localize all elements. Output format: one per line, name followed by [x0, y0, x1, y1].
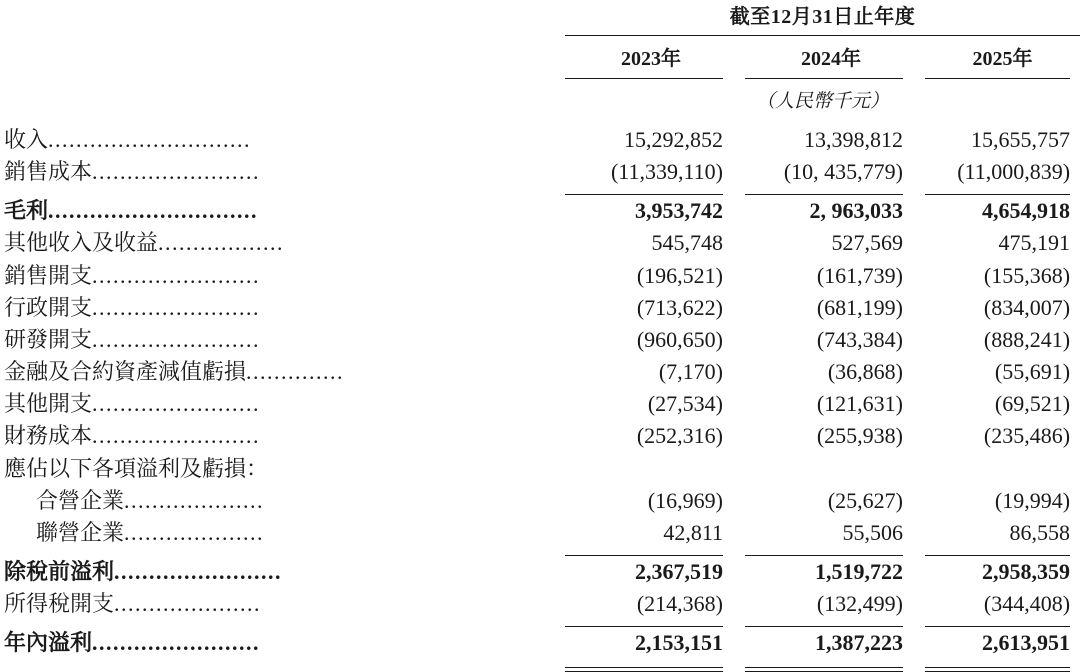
row-value-year-1: (252,316) [636, 423, 723, 449]
row-value-year-3: (55,691) [994, 359, 1071, 385]
value-gap-1 [737, 485, 745, 517]
leader-dots: .............................. [48, 198, 259, 224]
value-gap-2 [917, 517, 925, 549]
row-value-year-1: (27,534) [647, 391, 723, 417]
year-gap-1 [737, 36, 745, 78]
table-row [0, 453, 1080, 485]
row-label [0, 420, 565, 452]
row-value-year-3: (834,007) [983, 294, 1071, 320]
row-label [0, 356, 565, 388]
header-years-row [0, 36, 1080, 78]
header-body-spacer [0, 115, 1080, 124]
value-gap-1 [737, 195, 745, 227]
value-gap-1 [737, 420, 745, 452]
row-label-text: 年內溢利 [4, 630, 93, 656]
row-value-year-2: (681,199) [816, 294, 903, 320]
subtotal-rule-col-1 [565, 620, 737, 627]
row-label [0, 588, 565, 620]
row-value-year-2: (132,499) [816, 591, 903, 617]
row-label-text: 合營企業 [36, 487, 125, 513]
row-label [0, 156, 565, 188]
row-value-year-2: (743,384) [816, 326, 903, 352]
row-value-year-1: (196,521) [636, 262, 723, 288]
rule-gap-1 [737, 620, 745, 627]
row-value-year-1: 42,811 [663, 519, 723, 545]
value-gap-2 [917, 627, 925, 659]
value-gap-1 [737, 156, 745, 188]
subtotal-rule-col-1 [565, 188, 737, 195]
value-gap-1 [737, 324, 745, 356]
row-value-year-2: 1,519,722 [815, 559, 903, 585]
value-gap-2 [917, 420, 925, 452]
row-value-year-2: (36,868) [827, 359, 903, 385]
table-row [0, 227, 1080, 259]
row-label-text: 銷售成本 [4, 159, 93, 185]
row-label [0, 324, 565, 356]
row-label [0, 195, 565, 227]
value-gap-2 [917, 588, 925, 620]
value-gap-1 [737, 260, 745, 292]
row-value-year-2: 55,506 [842, 519, 903, 545]
row-label-text: 財務成本 [4, 423, 93, 449]
currency-note: （人民幣千元） [756, 91, 890, 112]
row-value-year-1 [565, 453, 737, 485]
row-value-year-1: (16,969) [647, 487, 723, 513]
row-value-year-2: (255,938) [816, 423, 903, 449]
leader-dots: ........................ [92, 159, 261, 185]
value-gap-2 [917, 388, 925, 420]
value-gap-2 [917, 556, 925, 588]
value-gap-2 [917, 453, 925, 485]
row-value-year-3: (11,000,839) [957, 159, 1071, 185]
row-value-year-3: (888,241) [983, 326, 1071, 352]
row-label [0, 485, 565, 517]
table-row [0, 517, 1080, 549]
value-gap-1 [737, 453, 745, 485]
subtotal-rule-col-2 [745, 188, 917, 195]
column-header-year-1: 2023年 [621, 48, 681, 70]
value-gap-2 [917, 124, 925, 156]
row-label-text: 研發開支 [4, 326, 93, 352]
dbl-rule-blank [0, 660, 565, 672]
value-gap-1 [737, 356, 745, 388]
subtotal-rule-col-3 [925, 620, 1080, 627]
table-row [0, 156, 1080, 188]
value-gap-2 [917, 324, 925, 356]
row-label-text: 聯營企業 [36, 519, 125, 545]
subtotal-rule-row [0, 549, 1080, 556]
row-label-text: 銷售開支 [4, 262, 93, 288]
table-row [0, 124, 1080, 156]
column-header-year-3: 2025年 [972, 48, 1033, 70]
row-value-year-2: (161,739) [816, 262, 903, 288]
row-value-year-1: (11,339,110) [610, 159, 723, 185]
subtotal-rule-col-3 [925, 188, 1080, 195]
table-row [0, 556, 1080, 588]
row-value-year-2: 527,569 [831, 230, 903, 256]
value-gap-1 [737, 517, 745, 549]
value-gap-2 [917, 195, 925, 227]
statement-body [0, 124, 1080, 672]
table-row [0, 260, 1080, 292]
row-value-year-1: (960,650) [636, 326, 723, 352]
row-value-year-3: 86,558 [1009, 519, 1071, 545]
row-value-year-1: (713,622) [636, 294, 723, 320]
total-double-rule-col-3 [925, 660, 1080, 672]
row-label [0, 627, 565, 659]
row-label [0, 517, 565, 549]
total-double-rule-col-2 [745, 660, 917, 672]
value-gap-1 [737, 227, 745, 259]
row-label-text: 其他開支 [4, 391, 93, 417]
value-gap-1 [737, 556, 745, 588]
leader-dots: .................. [158, 230, 285, 256]
leader-dots: .................... [124, 487, 265, 513]
subtotal-rule-row [0, 620, 1080, 627]
row-label [0, 292, 565, 324]
value-gap-2 [917, 227, 925, 259]
leader-dots: ........................ [92, 391, 261, 417]
year-gap-2 [917, 36, 925, 78]
value-gap-2 [917, 156, 925, 188]
row-label-text: 所得稅開支 [4, 591, 115, 617]
row-value-year-3: (155,368) [983, 262, 1071, 288]
row-value-year-2: (10, 435,779) [783, 159, 903, 185]
dbl-gap-1 [737, 660, 745, 672]
rule-gap-1 [737, 549, 745, 556]
table-row [0, 292, 1080, 324]
row-value-year-2 [745, 453, 917, 485]
row-value-year-3 [925, 453, 1080, 485]
dbl-gap-2 [917, 660, 925, 672]
row-label-text: 行政開支 [4, 294, 93, 320]
row-label [0, 556, 565, 588]
table-row [0, 485, 1080, 517]
value-gap-2 [917, 292, 925, 324]
rule-blank [0, 549, 565, 556]
row-label [0, 227, 565, 259]
subtotal-rule-col-1 [565, 549, 737, 556]
row-value-year-1: (214,368) [636, 591, 723, 617]
rule-gap-2 [917, 188, 925, 195]
row-value-year-3: (235,486) [983, 423, 1071, 449]
rule-blank [0, 620, 565, 627]
leader-dots: ........................ [92, 294, 261, 320]
row-label-text: 其他收入及收益 [4, 230, 159, 256]
table-row [0, 195, 1080, 227]
period-title: 截至12月31日止年度 [729, 6, 916, 28]
row-value-year-3: (69,521) [994, 391, 1071, 417]
leader-dots: ........................ [92, 423, 261, 449]
rule-gap-2 [917, 549, 925, 556]
currency-blank-cell [0, 79, 565, 115]
years-blank-cell [0, 36, 565, 78]
table-row [0, 627, 1080, 659]
header-period-row [0, 0, 1080, 35]
value-gap-1 [737, 388, 745, 420]
row-value-year-1: 3,953,742 [635, 198, 723, 224]
value-gap-1 [737, 627, 745, 659]
rule-blank [0, 188, 565, 195]
table-row [0, 356, 1080, 388]
total-double-rule-col-1 [565, 660, 737, 672]
row-value-year-3: (19,994) [994, 487, 1071, 513]
row-label-text: 應佔以下各項溢利及虧損： [4, 455, 269, 481]
leader-dots: ........................ [114, 559, 283, 585]
row-value-year-3: 475,191 [998, 230, 1071, 256]
table-row [0, 420, 1080, 452]
row-value-year-2: 2, 963,033 [809, 198, 903, 224]
rule-gap-2 [917, 620, 925, 627]
row-label-text: 收入 [4, 127, 49, 152]
table-row [0, 588, 1080, 620]
row-label-text: 毛利 [4, 198, 49, 224]
row-label [0, 388, 565, 420]
row-value-year-3: 2,958,359 [982, 559, 1071, 585]
row-value-year-2: 1,387,223 [815, 630, 903, 656]
row-label-text: 金融及合約資產減值虧損 [4, 359, 247, 385]
table-row [0, 324, 1080, 356]
row-value-year-3: 4,654,918 [982, 198, 1071, 224]
row-label [0, 453, 565, 485]
leader-dots: ........................ [92, 262, 261, 288]
row-label [0, 124, 565, 156]
value-gap-2 [917, 485, 925, 517]
leader-dots: ........................ [92, 326, 261, 352]
table-row [0, 388, 1080, 420]
header-blank-cell [0, 0, 565, 35]
subtotal-rule-col-3 [925, 549, 1080, 556]
row-value-year-2: (25,627) [827, 487, 903, 513]
row-value-year-1: 2,367,519 [635, 559, 723, 585]
row-value-year-2: 13,398,812 [804, 127, 903, 152]
row-value-year-2: (121,631) [816, 391, 903, 417]
leader-dots: .............. [246, 359, 345, 385]
row-value-year-3: 15,655,757 [971, 127, 1071, 152]
column-header-year-2: 2024年 [801, 48, 861, 70]
subtotal-rule-col-2 [745, 549, 917, 556]
leader-dots: ..................... [114, 591, 262, 617]
leader-dots: ............................. [48, 127, 252, 152]
value-gap-1 [737, 292, 745, 324]
row-value-year-1: 545,748 [651, 230, 723, 256]
subtotal-rule-row [0, 188, 1080, 195]
grand-total-double-rule-row [0, 660, 1080, 672]
row-value-year-1: 15,292,852 [624, 127, 723, 152]
value-gap-2 [917, 260, 925, 292]
rule-gap-1 [737, 188, 745, 195]
row-label [0, 260, 565, 292]
value-gap-1 [737, 124, 745, 156]
row-value-year-1: (7,170) [658, 359, 723, 385]
leader-dots: ........................ [92, 630, 261, 656]
row-value-year-3: (344,408) [983, 591, 1071, 617]
currency-note-row [0, 79, 1080, 115]
value-gap-2 [917, 356, 925, 388]
value-gap-1 [737, 588, 745, 620]
row-label-text: 除稅前溢利 [4, 559, 115, 585]
row-value-year-1: 2,153,151 [635, 630, 723, 656]
row-value-year-3: 2,613,951 [982, 630, 1071, 656]
leader-dots: .................... [124, 519, 265, 545]
subtotal-rule-col-2 [745, 620, 917, 627]
